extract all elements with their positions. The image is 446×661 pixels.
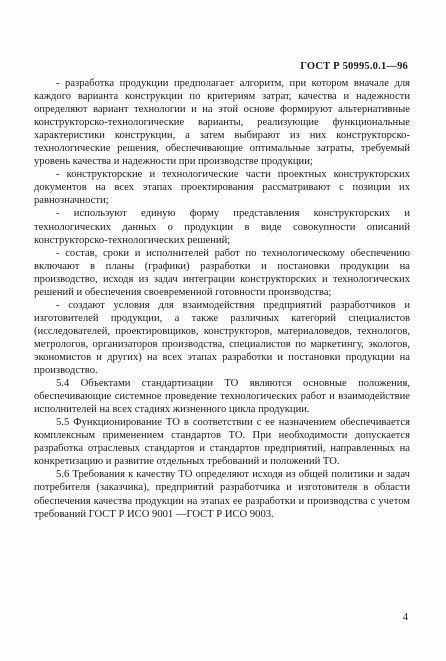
paragraph-list-item-5: - создают условия для взаимодействия предприятий разработчиков и изготовителей продукции, а также различных категорий специалистов (исследователей, проектировщиков, конструкторов, материаловедов, технологов, метрологов, организаторов производства, специалистов по маркетингу, экологов, экономистов и других) на всех этапах разработки и постановки продукции на производство. xyxy=(34,299,410,377)
standard-header: ГОСТ Р 50995.0.1—96 xyxy=(300,61,408,72)
paragraph-5-6: 5.6 Требования к качеству ТО определяют исходя из общей политики и задач потребителя (заказчика), предприятий разработчика и изготовителя в области обеспечения качества продукции на этапах ее разработки и производства с учетом требований ГОСТ Р ИСО 9001 —ГОСТ Р ИСО 9003. xyxy=(34,469,410,520)
paragraph-list-item-4: - состав, сроки и исполнителей работ по технологическому обеспечению включают в планы (графики) разработки и постановки продукции на производство, исходя из задач интеграции конструкторских и технологических решений и обеспечения своевременной готовности производства; xyxy=(34,247,410,298)
paragraph-5-4: 5.4 Объектами стандартизации ТО являются основные положения, обеспечивающие системное проведение технологических работ и взаимодействие исполнителей на всех стадиях жизненного цикла продукции. xyxy=(34,378,410,416)
document-body xyxy=(34,77,410,521)
paragraph-list-item-1: - разработка продукции предполагает алгоритм, при котором вначале для каждого варианта конструкции по критериям затрат, качества и надежности определяют вариант технологии и на этой основе формируют альтернативные конструкторско-технологические варианты, реализующие функциональные характеристики конструкции, а затем выбирают из них конструкторско-технологические решения, обеспечивающие оптимальные затраты, требуемый уровень качества и надежности при производстве продукции; xyxy=(34,78,410,168)
paragraph-list-item-3: - используют единую форму представления конструкторских и технологических данных о продукции в виде совокупности описаний конструкторско-технологических решений; xyxy=(34,208,410,246)
page-number: 4 xyxy=(402,612,408,623)
paragraph-5-5: 5.5 Функционирование ТО в соответствии с ее назначением обеспечивается комплексным применением стандартов ТО. При необходимости допускается разработка отраслевых стандартов и стандартов предприятий, направленных на конкретизацию и развитие отдельных требований и положений ТО. xyxy=(34,417,410,468)
paragraph-list-item-2: - конструкторские и технологические части проектных конструкторских документов на всех этапах проектирования рассматривают с позиции их равнозначности; xyxy=(34,169,410,207)
